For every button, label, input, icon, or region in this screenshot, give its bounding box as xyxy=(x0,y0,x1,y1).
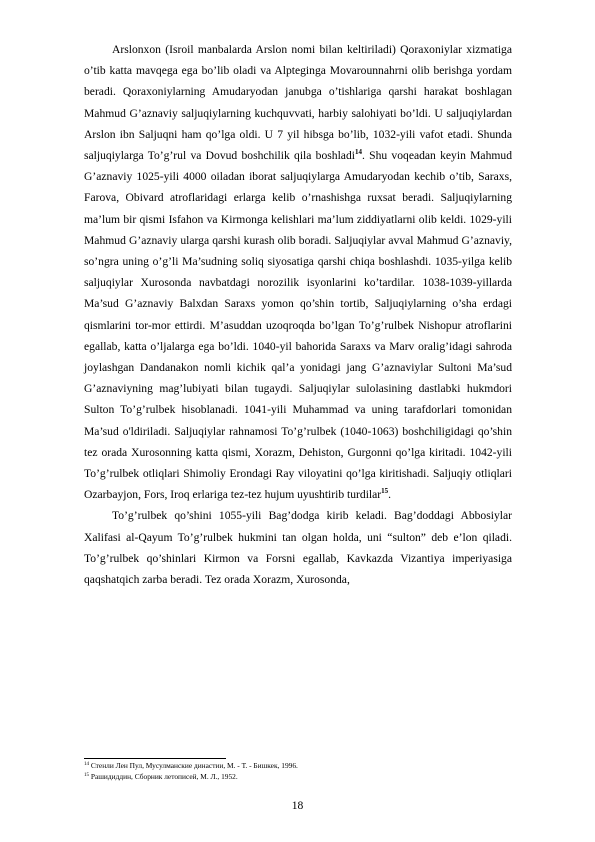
main-text xyxy=(84,39,512,590)
footnote-text: Рашидиддин, Сборник летописей, М. Л., 1952. xyxy=(89,772,238,782)
footnote-number: 14 xyxy=(84,762,89,767)
footnote-15 xyxy=(84,771,512,782)
paragraph-1-text-middle: . Shu voqeadan keyin Mahmud G’aznaviy 1025-yili 4000 oiladan iborat saljuqiylarga Amudaryodan kechib o’tib, Saraxs, Farova, Obivard atroflaridagi erlarga kelib o’rnashishga ruxsat beradi. Saljuqiylarning ma’lum bir qismi Isfahon va Kirmonga kelishlari ma’lum ziddiyatlarni olib keldi. 1029-yili Mahmud G’aznaviy ularga qarshi kurash olib boradi. Saljuqiylar avval Mahmud G’aznaviy, so’ngra uning o’g’li Ma’sudning soliq siyosatiga qarshi chiqa boshlashdi. 1035-yilga kelib saljuqiylar Xurosonda navbatdagi norozilik isyonlarini ko’tardilar. 1038-1039-yillarda Ma’sud G’aznaviy Balxdan Saraxs yomon qo’shin tortib, Saljuqiylarning o’sha erdagi qismlarini tor-mor ettirdi. M’asuddan uzoqroqda bo’lgan To’g’rulbek Nishopur atroflarini egallab, katta o’ljalarga ega bo’ldi. 1040-yil bahorida Saraxs va Marv oralig’idagi sahroda joylashgan Dandanakon nomli kichik qal’a yonidagi jang G’aznaviylar Sultoni Ma’sud G’aznaviyning mag’lubiyati bilan tugaydi. Saljuqiylar sulolasining dastlabki hukmdori Sulton To’g’rulbek hisoblanadi. 1041-yili Muhammad va uning tarafdorlari tomonidan Ma’sud o'ldiriladi. Saljuqiylar rahnamosi To’g’rulbek (1040-1063) boshchiligidagi qo’shin tez orada Xurosonning katta qismi, Xorazm, Dehiston, Gurgonni qo’lga kiritadi. 1042-yili To’g’rulbek otliqlari Shimoliy Erondagi Ray viloyatini qo’lga kiritishadi. Saljuqiy otliqlari Ozarbayjon, Fors, Iroq erlariga tez-tez hujum uyushtirib turdilar xyxy=(84,149,512,502)
paragraph-1-text-start: Arslonxon (Isroil manbalarda Arslon nomi bilan keltiriladi) Qoraxoniylar xizmatiga o’tib katta mavqega ega bo’lib oladi va Alpteginga Movarounnahrni olib berishga yordam beradi. Qoraxoniylarning Amudaryodan janubga o’tishlariga qarshi harakat boshlagan Mahmud G’aznaviy saljuqiylarning kuchquvvati, harbiy salohiyati bo’ldi. U saljuqiylardan Arslon ibn Saljuqni ham qo’lga oldi. U 7 yil hibsga bo’lib, 1032-yili vafot etadi. Shunda saljuqiylarga To’g’rul va Dovud boshchilik qila boshladi xyxy=(84,43,512,163)
footnote-reference-15[interactable]: 15 xyxy=(381,487,389,496)
paragraph-1-text-end: . xyxy=(388,488,392,502)
footnote-14 xyxy=(84,760,512,771)
footnote-number: 15 xyxy=(84,773,89,779)
paragraph-2: To’g’rulbek qo’shini 1055-yili Bag’dodga kirib keladi. Bag’doddagi Abbosiylar Xalifasi al-Qayum To’g’rulbek hukmini tan olgan holda, uni “sulton” deb e’lon qiladi. To’g’rulbek qo’shinlari Kirmon va Forsni egallab, Kavkazda Vizantiya imperiyasiga qaqshatqich zarba beradi. Tez orada Xorazm, Xurosonda, xyxy=(84,509,512,587)
footnotes xyxy=(84,760,512,782)
footnote-separator xyxy=(84,758,226,759)
page-number: 18 xyxy=(291,799,304,812)
footnote-text: Стенли Лен Пул, Мусулмaнские династии, М. - Т. - Бишкек, 1996. xyxy=(89,761,298,770)
footnote-reference-14[interactable]: 14 xyxy=(354,148,362,157)
paragraph-1 xyxy=(84,39,512,505)
